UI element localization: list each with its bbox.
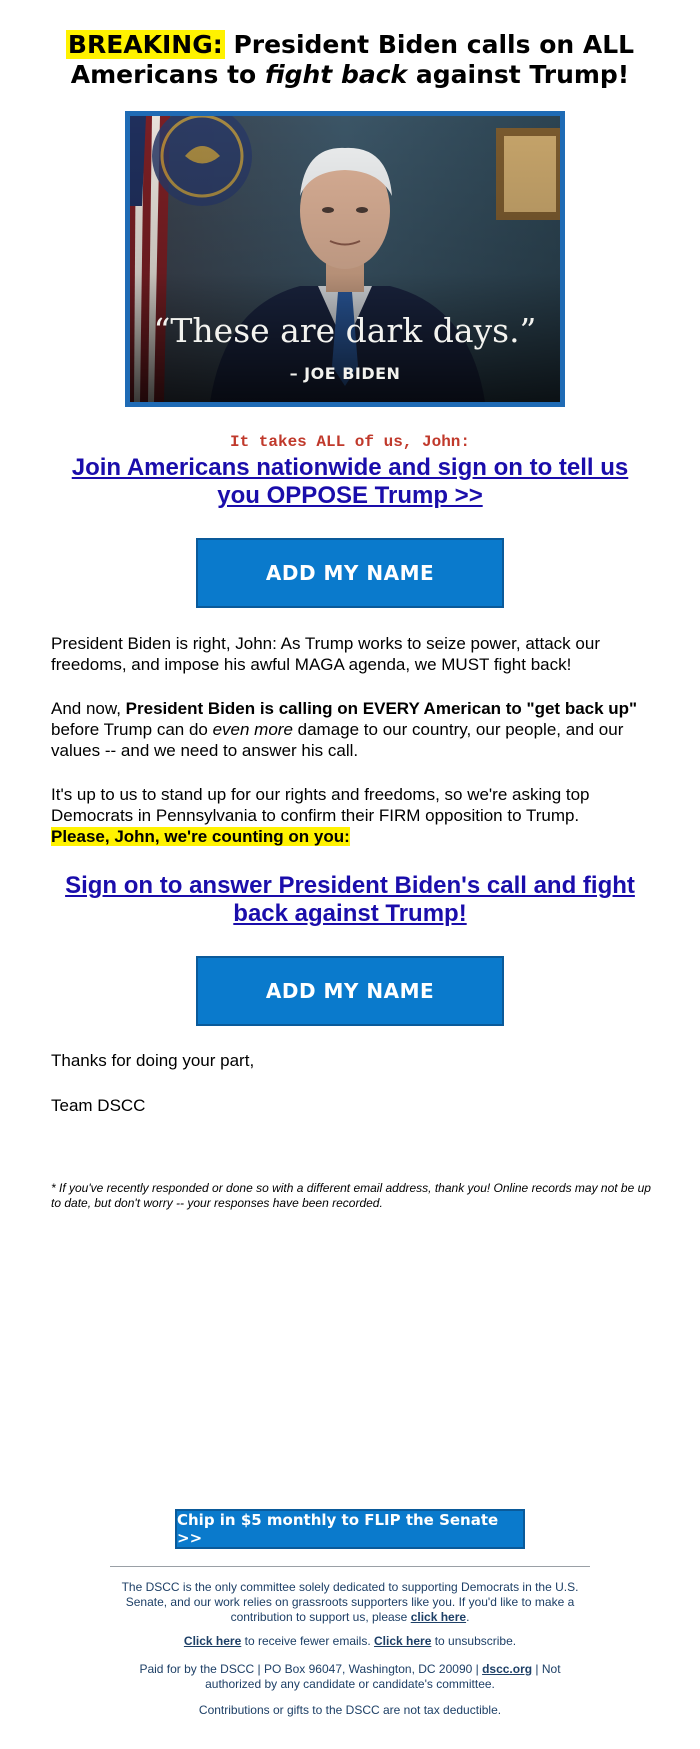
p2-bold: President Biden is calling on EVERY American to "get back up" <box>125 699 638 718</box>
paragraph-3 <box>51 784 651 847</box>
footer-about-text: The DSCC is the only committee solely dedicated to supporting Democrats in the U.S. Senate, and our work relies on grassroots supporters like you. If you'd like to make a contribution to support us, please <box>121 1580 579 1624</box>
footer-about <box>110 1580 590 1625</box>
footer-about-end: . <box>466 1610 470 1624</box>
footer-email-prefs <box>110 1634 590 1649</box>
p2-italic: even more <box>212 720 293 739</box>
p2-mid: before Trump can do <box>51 720 213 739</box>
p2-end: damage to our country, our people, and our values -- and we need to answer his call. <box>51 720 624 760</box>
p3-text: It's up to us to stand up for our rights and freedoms, so we're asking top Democrats in Pennsylvania to confirm their FIRM opposition to Trump. <box>51 785 590 825</box>
unsubscribe-text: to unsubscribe. <box>431 1634 517 1648</box>
paragraph-2 <box>51 698 651 761</box>
chip-in-button[interactable]: Chip in $5 monthly to FLIP the Senate >> <box>175 1509 525 1549</box>
join-link[interactable]: Join Americans nationwide and sign on to tell us you OPPOSE Trump >> <box>71 454 629 509</box>
sign-on-link[interactable]: Sign on to answer President Biden's call and fight back against Trump! <box>65 872 635 927</box>
add-my-name-button[interactable]: ADD MY NAME <box>196 538 504 608</box>
hero-image[interactable] <box>125 111 565 407</box>
breaking-tag: BREAKING: <box>67 30 223 59</box>
hero-attribution: – JOE BIDEN <box>289 364 401 383</box>
fewer-emails-link[interactable]: Click here <box>183 1634 242 1648</box>
closing-thanks: Thanks for doing your part, <box>51 1051 255 1070</box>
paid-for-text: Paid for by the DSCC | PO Box 96047, Washington, DC 20090 | <box>139 1662 483 1676</box>
dscc-site-link[interactable]: dscc.org <box>482 1662 533 1676</box>
paragraph-1: President Biden is right, John: As Trump works to seize power, attack our freedoms, and impose his awful MAGA agenda, we MUST fight back! <box>51 634 600 674</box>
headline <box>40 30 660 90</box>
p2-lead: And now, <box>51 699 126 718</box>
paid-for-end: | Not authorized by any candidate or candidate's committee. <box>205 1662 561 1691</box>
hero-quote: “These are dark days.” <box>153 311 537 350</box>
join-link-container <box>60 454 640 510</box>
closing-signature: Team DSCC <box>51 1096 146 1115</box>
footer-divider <box>110 1566 590 1567</box>
headline-part-2: against Trump! <box>407 60 630 89</box>
unsubscribe-link[interactable]: Click here <box>374 1634 432 1648</box>
p3-highlight: Please, John, we're counting on you: <box>51 827 350 846</box>
biden-portrait-illustration <box>130 116 560 402</box>
headline-emphasis: fight back <box>264 60 408 89</box>
disclaimer: * If you've recently responded or done so with a different email address, thank you! Online records may not be up to date, but don't worry -- your responses have been recorded. <box>51 1181 651 1210</box>
footer-tax-note: Contributions or gifts to the DSCC are not tax deductible. <box>198 1703 502 1717</box>
footer-paid-for <box>110 1662 590 1692</box>
kicker-text: It takes ALL of us, John: <box>229 433 471 451</box>
headline-part-1: President Biden calls on ALL Americans to <box>70 30 635 89</box>
sign-link-container <box>50 872 650 928</box>
fewer-emails-text: to receive fewer emails. <box>241 1634 374 1648</box>
add-my-name-button-2[interactable]: ADD MY NAME <box>196 956 504 1026</box>
contribute-link[interactable]: click here <box>410 1610 467 1624</box>
